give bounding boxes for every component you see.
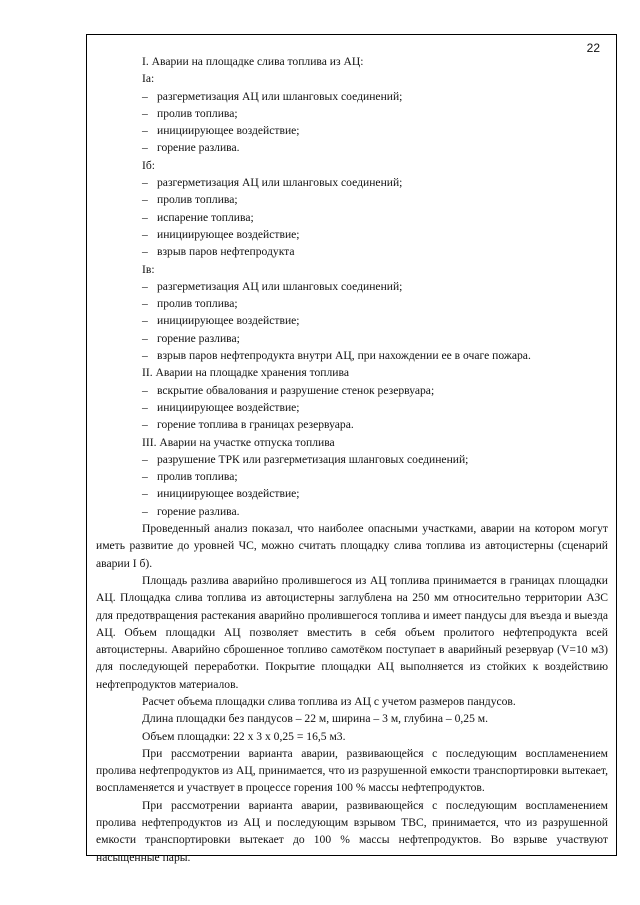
list-item (142, 295, 608, 312)
list-item-text: испарение топлива; (157, 210, 254, 224)
paragraph (96, 745, 608, 797)
list-item-text: взрыв паров нефтепродукта (157, 245, 295, 259)
list-item-text: инициирующее воздействие; (157, 400, 300, 414)
dash-bullet: – (142, 349, 148, 363)
dash-bullet: – (142, 400, 148, 414)
list-item-text: инициирующее воздействие; (157, 227, 300, 241)
dash-bullet: – (142, 331, 148, 345)
list-item-text: инициирующее воздействие; (157, 124, 300, 138)
paragraph (96, 520, 608, 572)
list-item (142, 485, 608, 502)
paragraph-text: При рассмотрении варианта аварии, развивающейся с последующим воспламенением пролива нефтепродуктов из АЦ, принимается, что из разрушенной емкости транспортировки вытекает, воспламеняется и участвует в процессе горения 100 % массы нефтепродуктов. (96, 746, 608, 795)
list-item (142, 382, 608, 399)
heading-line (142, 434, 608, 451)
dash-bullet: – (142, 418, 148, 432)
list-item (142, 312, 608, 329)
dash-bullet: – (142, 176, 148, 190)
heading-line (142, 364, 608, 381)
paragraph (96, 572, 608, 693)
list-item (142, 503, 608, 520)
list-item-text: пролив топлива; (157, 106, 238, 120)
heading-text: Iв: (142, 262, 155, 276)
dash-bullet: – (142, 487, 148, 501)
list-item (142, 191, 608, 208)
list-item-text: инициирующее воздействие; (157, 487, 300, 501)
list-item (142, 174, 608, 191)
paragraph (96, 693, 608, 710)
paragraph-text: Площадь разлива аварийно пролившегося из АЦ топлива принимается в границах площадки АЦ. Площадка слива топлива из автоцистерны заглублена на 250 мм относительно территории АЗС для предотвращения растекания аварийно пролившегося топлива и имеет пандусы для въезда и выезда АЦ. Объем площадки АЦ позволяет вместить в себя объем пролитого нефтепродукта всей автоцистерны. Аварийно сброшенное топливо самотёком поступает в аварийный резервуар (V=10 м3) для последующей переработки. Покрытие площадки АЦ выполняется из стойких к воздействию нефтепродуктов материалов. (96, 573, 608, 691)
dash-bullet: – (142, 452, 148, 466)
paragraph-text: Расчет объема площадки слива топлива из АЦ с учетом размеров пандусов. (142, 694, 516, 708)
list-item-text: горение разлива. (157, 141, 240, 155)
list-item (142, 399, 608, 416)
dash-bullet: – (142, 89, 148, 103)
dash-bullet: – (142, 314, 148, 328)
dash-bullet: – (142, 210, 148, 224)
dash-bullet: – (142, 279, 148, 293)
paragraph (96, 710, 608, 727)
list-item-text: разгерметизация АЦ или шланговых соединений; (157, 279, 403, 293)
paragraph-text: Объем площадки: 22 x 3 x 0,25 = 16,5 м3. (142, 729, 346, 743)
dash-bullet: – (142, 504, 148, 518)
heading-text: Iа: (142, 72, 155, 86)
paragraph (96, 728, 608, 745)
list-item-text: пролив топлива; (157, 193, 238, 207)
list-item-text: пролив топлива; (157, 470, 238, 484)
list-item-text: горение топлива в границах резервуара. (157, 418, 354, 432)
list-item-text: взрыв паров нефтепродукта внутри АЦ, при нахождении ее в очаге пожара. (157, 349, 531, 363)
heading-line (142, 157, 608, 174)
dash-bullet: – (142, 297, 148, 311)
dash-bullet: – (142, 106, 148, 120)
heading-text: II. Аварии на площадке хранения топлива (142, 366, 349, 380)
dash-bullet: – (142, 193, 148, 207)
list-item (142, 226, 608, 243)
dash-bullet: – (142, 141, 148, 155)
list-item (142, 416, 608, 433)
list-item-text: вскрытие обвалования и разрушение стенок резервуара; (157, 383, 435, 397)
heading-line (142, 70, 608, 87)
list-item (142, 468, 608, 485)
paragraph (96, 797, 608, 866)
list-item-text: разгерметизация АЦ или шланговых соединений; (157, 89, 403, 103)
list-item (142, 122, 608, 139)
list-item (142, 451, 608, 468)
list-item (142, 330, 608, 347)
list-item (142, 139, 608, 156)
paragraph-text: Проведенный анализ показал, что наиболее опасными участками, аварии на котором могут иметь развитие до уровней ЧС, можно считать площадку слива топлива из автоцистерны (сценарий аварии I б). (96, 522, 608, 570)
dash-bullet: – (142, 124, 148, 138)
list-item-text: инициирующее воздействие; (157, 314, 300, 328)
list-item-text: пролив топлива; (157, 297, 238, 311)
list-item (142, 88, 608, 105)
page-number: 22 (586, 41, 600, 55)
heading-text: I. Аварии на площадке слива топлива из АЦ: (142, 55, 364, 68)
list-item (142, 347, 608, 364)
heading-text: III. Аварии на участке отпуска топлива (142, 435, 335, 449)
list-item (142, 278, 608, 295)
list-item-text: горение разлива; (157, 331, 240, 345)
heading-text: Iб: (142, 158, 155, 172)
dash-bullet: – (142, 470, 148, 484)
dash-bullet: – (142, 227, 148, 241)
dash-bullet: – (142, 383, 148, 397)
paragraph-text: Длина площадки без пандусов – 22 м, ширина – 3 м, глубина – 0,25 м. (142, 712, 489, 726)
list-item (142, 209, 608, 226)
document-body (96, 53, 608, 866)
list-item-text: горение разлива. (157, 504, 240, 518)
heading-line (142, 261, 608, 278)
list-item (142, 105, 608, 122)
list-item (142, 243, 608, 260)
heading-line (142, 53, 608, 70)
paragraph-text: При рассмотрении варианта аварии, развивающейся с последующим воспламенением пролива нефтепродуктов из АЦ и последующим взрывом ТВС, принимается, что из разрушенной емкости транспортировки вытекает до 100 % массы нефтепродуктов. Во взрыве участвуют насыщенные пары. (96, 798, 608, 864)
list-item-text: разрушение ТРК или разгерметизация шланговых соединений; (157, 452, 469, 466)
dash-bullet: – (142, 245, 148, 259)
list-item-text: разгерметизация АЦ или шланговых соединений; (157, 176, 403, 190)
